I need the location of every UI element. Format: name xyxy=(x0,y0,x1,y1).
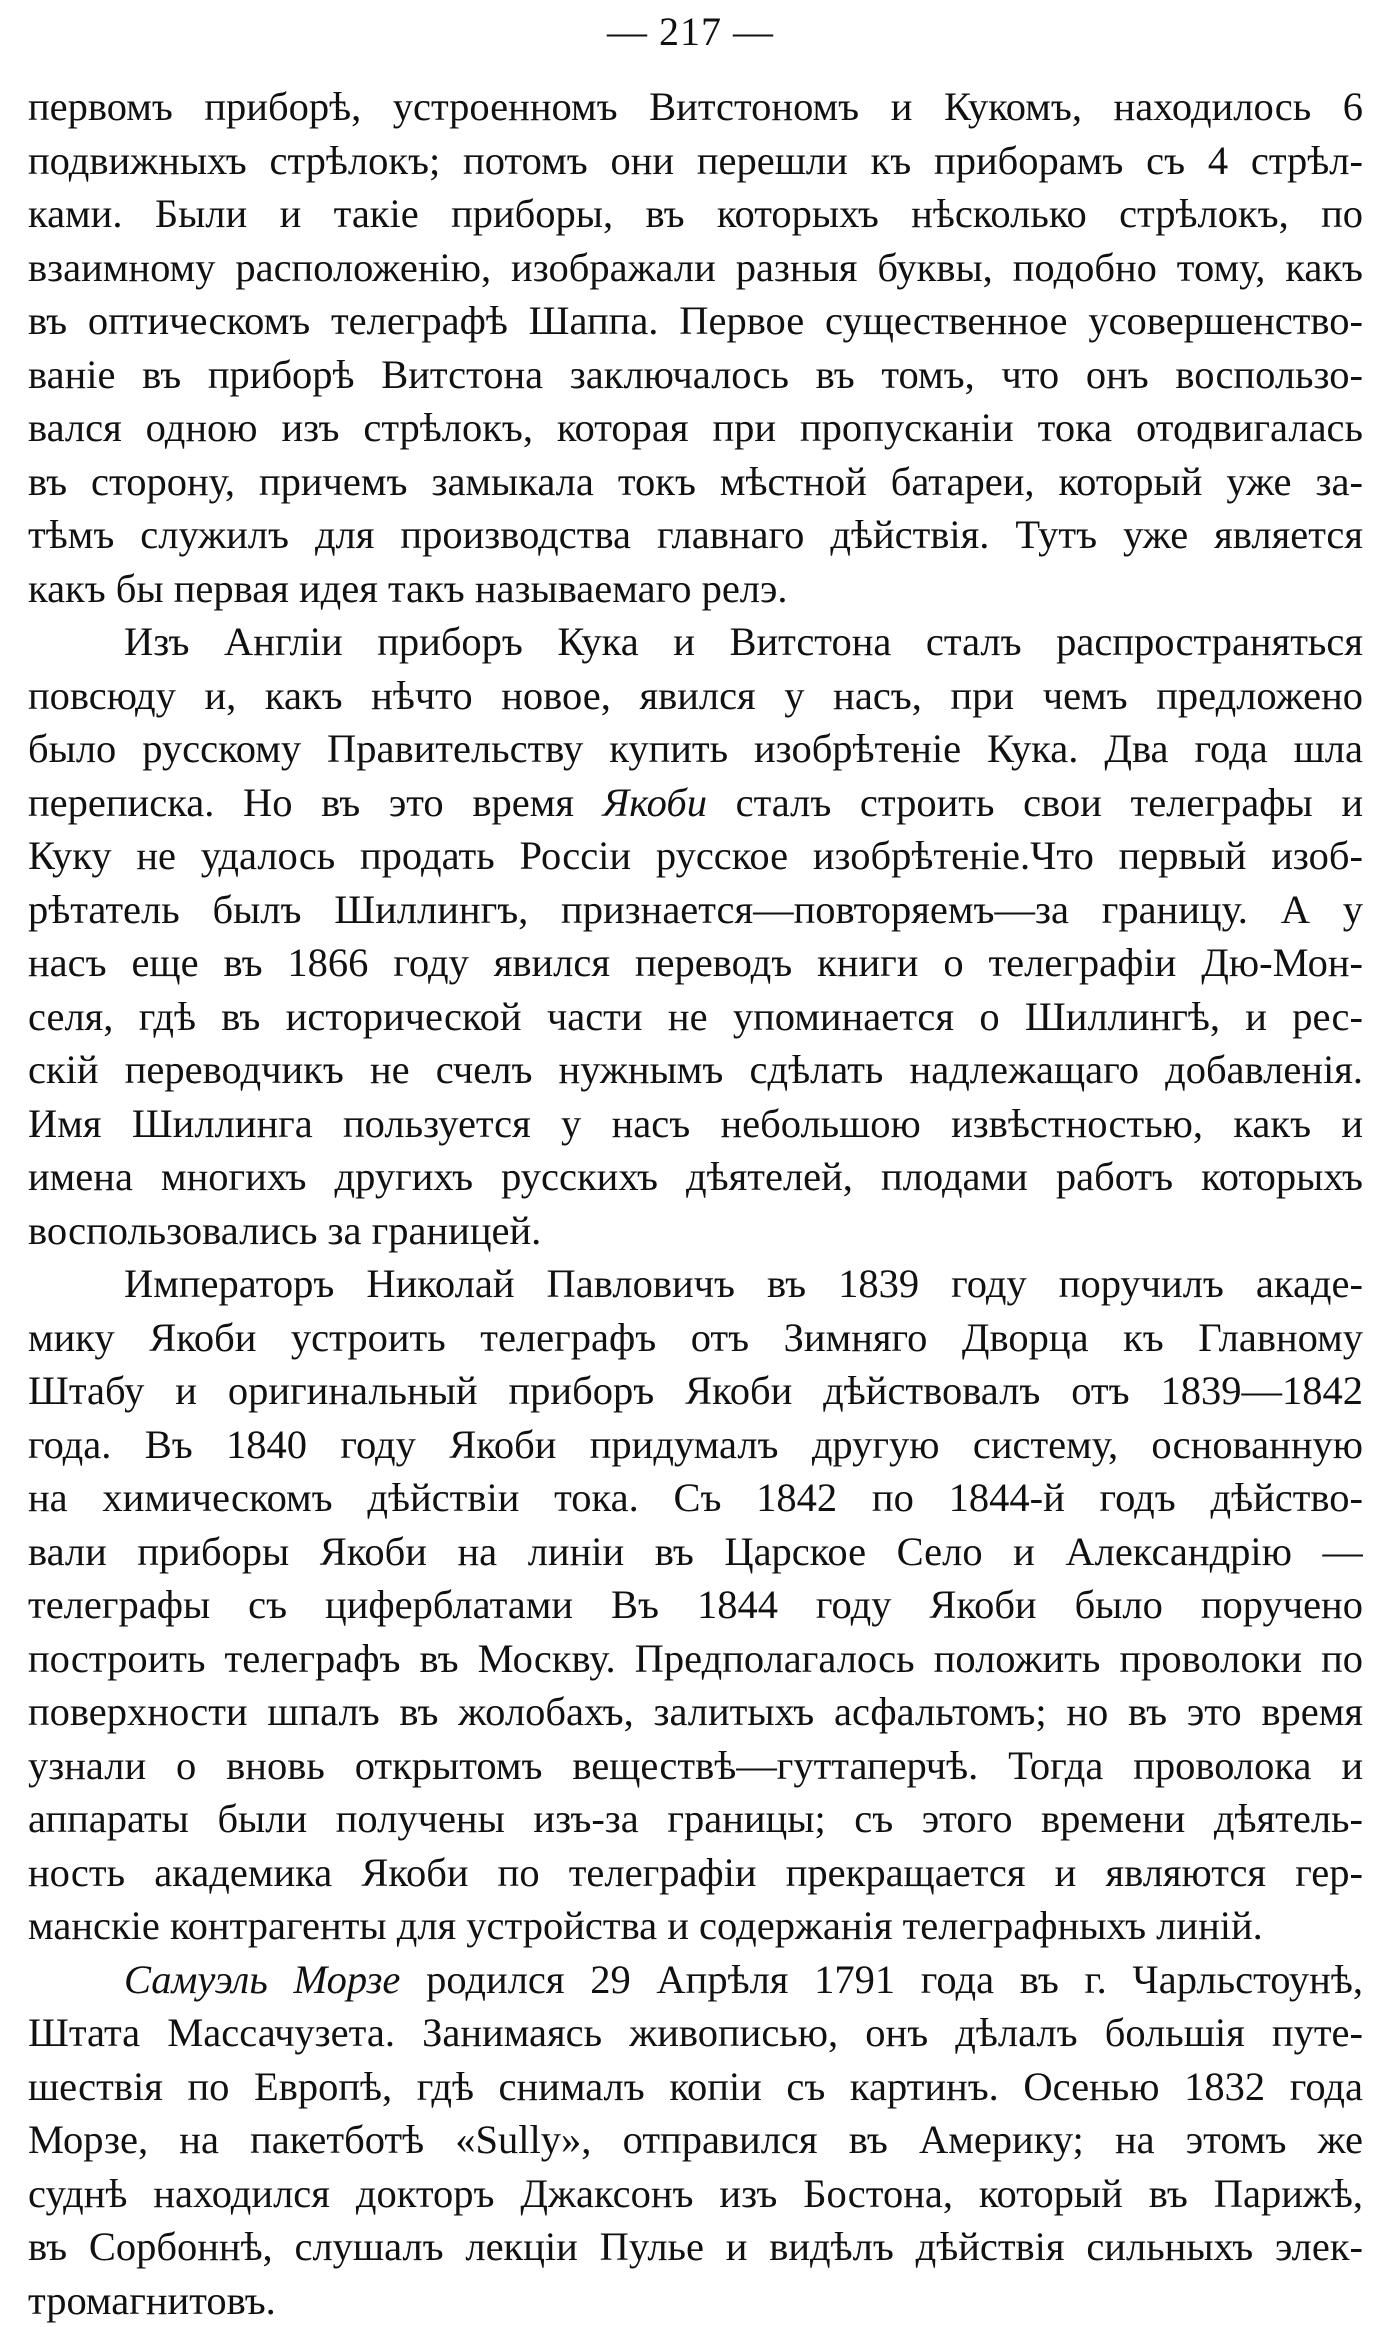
text-line: на химическомъ дѣйствіи тока. Съ 1842 по 1844-й годъ дѣйство- xyxy=(28,1471,1363,1525)
text-line: вали приборы Якоби на линіи въ Царское Село и Александрію — xyxy=(28,1525,1363,1579)
text-line: Имя Шиллинга пользуется у насъ небольшою извѣстностью, какъ и xyxy=(28,1097,1363,1151)
text-line: Изъ Англіи приборъ Кука и Витстона сталъ распространяться xyxy=(28,615,1363,669)
paragraph xyxy=(28,1953,1363,2327)
text-line: взаимному расположенію, изображали разныя буквы, подобно тому, какъ xyxy=(28,241,1363,295)
text-line: шествія по Европѣ, гдѣ снималъ копіи съ картинъ. Осенью 1832 года xyxy=(28,2060,1363,2114)
text-line: поверхности шпалъ въ жолобахъ, залитыхъ асфальтомъ; но въ это время xyxy=(28,1685,1363,1739)
text-line: ками. Были и такіе приборы, въ которыхъ нѣсколько стрѣлокъ, по xyxy=(28,187,1363,241)
text-line: въ оптическомъ телеграфѣ Шаппа. Первое существенное усовершенство- xyxy=(28,294,1363,348)
paragraph xyxy=(28,615,1363,1257)
text-line: аппараты были получены изъ-за границы; съ этого времени дѣятель- xyxy=(28,1792,1363,1846)
paragraph xyxy=(28,1257,1363,1953)
text-line: Штабу и оригинальный приборъ Якоби дѣйствовалъ отъ 1839—1842 xyxy=(28,1364,1363,1418)
text-line: построить телеграфъ въ Москву. Предполагалось положить проволоки по xyxy=(28,1632,1363,1686)
text-line xyxy=(28,776,1363,830)
text-line: первомъ приборѣ, устроенномъ Витстономъ и Кукомъ, находилось 6 xyxy=(28,80,1363,134)
text-line: года. Въ 1840 году Якоби придумалъ другую систему, основанную xyxy=(28,1418,1363,1472)
text-line: Императоръ Николай Павловичъ въ 1839 году поручилъ акаде- xyxy=(28,1257,1363,1311)
emphasis-name: Самуэль Морзе xyxy=(124,1957,400,2002)
text-line: воспользовались за границей. xyxy=(28,1204,1363,1258)
text-run: сталъ строить свои телеграфы и xyxy=(707,780,1363,825)
text-line: узнали о вновь открытомъ веществѣ—гуттаперчѣ. Тогда проволока и xyxy=(28,1739,1363,1793)
text-line: вался одною изъ стрѣлокъ, которая при пропусканіи тока отодвигалась xyxy=(28,401,1363,455)
text-line: телеграфы съ циферблатами Въ 1844 году Якоби было поручено xyxy=(28,1578,1363,1632)
text-line: насъ еще въ 1866 году явился переводъ книги о телеграфіи Дю-Мон- xyxy=(28,936,1363,990)
text-line: подвижныхъ стрѣлокъ; потомъ они перешли къ приборамъ съ 4 стрѣл- xyxy=(28,134,1363,188)
text-line: суднѣ находился докторъ Джаксонъ изъ Бостона, который въ Парижѣ, xyxy=(28,2167,1363,2221)
text-line: въ Сорбоннѣ, слушалъ лекціи Пулье и видѣлъ дѣйствія сильныхъ элек- xyxy=(28,2220,1363,2274)
text-line: имена многихъ другихъ русскихъ дѣятелей, плодами работъ которыхъ xyxy=(28,1150,1363,1204)
text-run: переписка. Но въ это время xyxy=(28,780,603,825)
text-line: Морзе, на пакетботѣ «Sully», отправился въ Америку; на этомъ же xyxy=(28,2113,1363,2167)
text-line: ность академика Якоби по телеграфіи прекращается и являются гер- xyxy=(28,1846,1363,1900)
text-line: рѣтатель былъ Шиллингъ, признается—повторяемъ—за границу. А у xyxy=(28,883,1363,937)
text-line: скій переводчикъ не счелъ нужнымъ сдѣлать надлежащаго добавленія. xyxy=(28,1043,1363,1097)
page-number: — 217 — xyxy=(0,8,1381,56)
text-line: селя, гдѣ въ исторической части не упоминается о Шиллингѣ, и рес- xyxy=(28,990,1363,1044)
text-line: Штата Массачузета. Занимаясь живописью, онъ дѣлалъ большія путе- xyxy=(28,2006,1363,2060)
text-line: въ сторону, причемъ замыкала токъ мѣстной батареи, который уже за- xyxy=(28,455,1363,509)
text-line xyxy=(28,1953,1363,2007)
body-text xyxy=(28,80,1363,2327)
text-line: тѣмъ служилъ для производства главнаго дѣйствія. Тутъ уже является xyxy=(28,508,1363,562)
text-line: мику Якоби устроить телеграфъ отъ Зимняго Дворца къ Главному xyxy=(28,1311,1363,1365)
text-line: какъ бы первая идея такъ называемаго релэ. xyxy=(28,562,1363,616)
text-line: манскіе контрагенты для устройства и содержанія телеграфныхъ линій. xyxy=(28,1899,1363,1953)
text-line: тромагнитовъ. xyxy=(28,2274,1363,2327)
text-line: Куку не удалось продать Россіи русское изобрѣтеніе.Что первый изоб- xyxy=(28,829,1363,883)
emphasis-name: Якоби xyxy=(603,780,707,825)
paragraph xyxy=(28,80,1363,615)
text-line: было русскому Правительству купить изобрѣтеніе Кука. Два года шла xyxy=(28,722,1363,776)
text-line: ваніе въ приборѣ Витстона заключалось въ томъ, что онъ воспользо- xyxy=(28,348,1363,402)
text-run: родился 29 Апрѣля 1791 года въ г. Чарльстоунѣ, xyxy=(400,1957,1363,2002)
text-line: повсюду и, какъ нѣчто новое, явился у насъ, при чемъ предложено xyxy=(28,669,1363,723)
